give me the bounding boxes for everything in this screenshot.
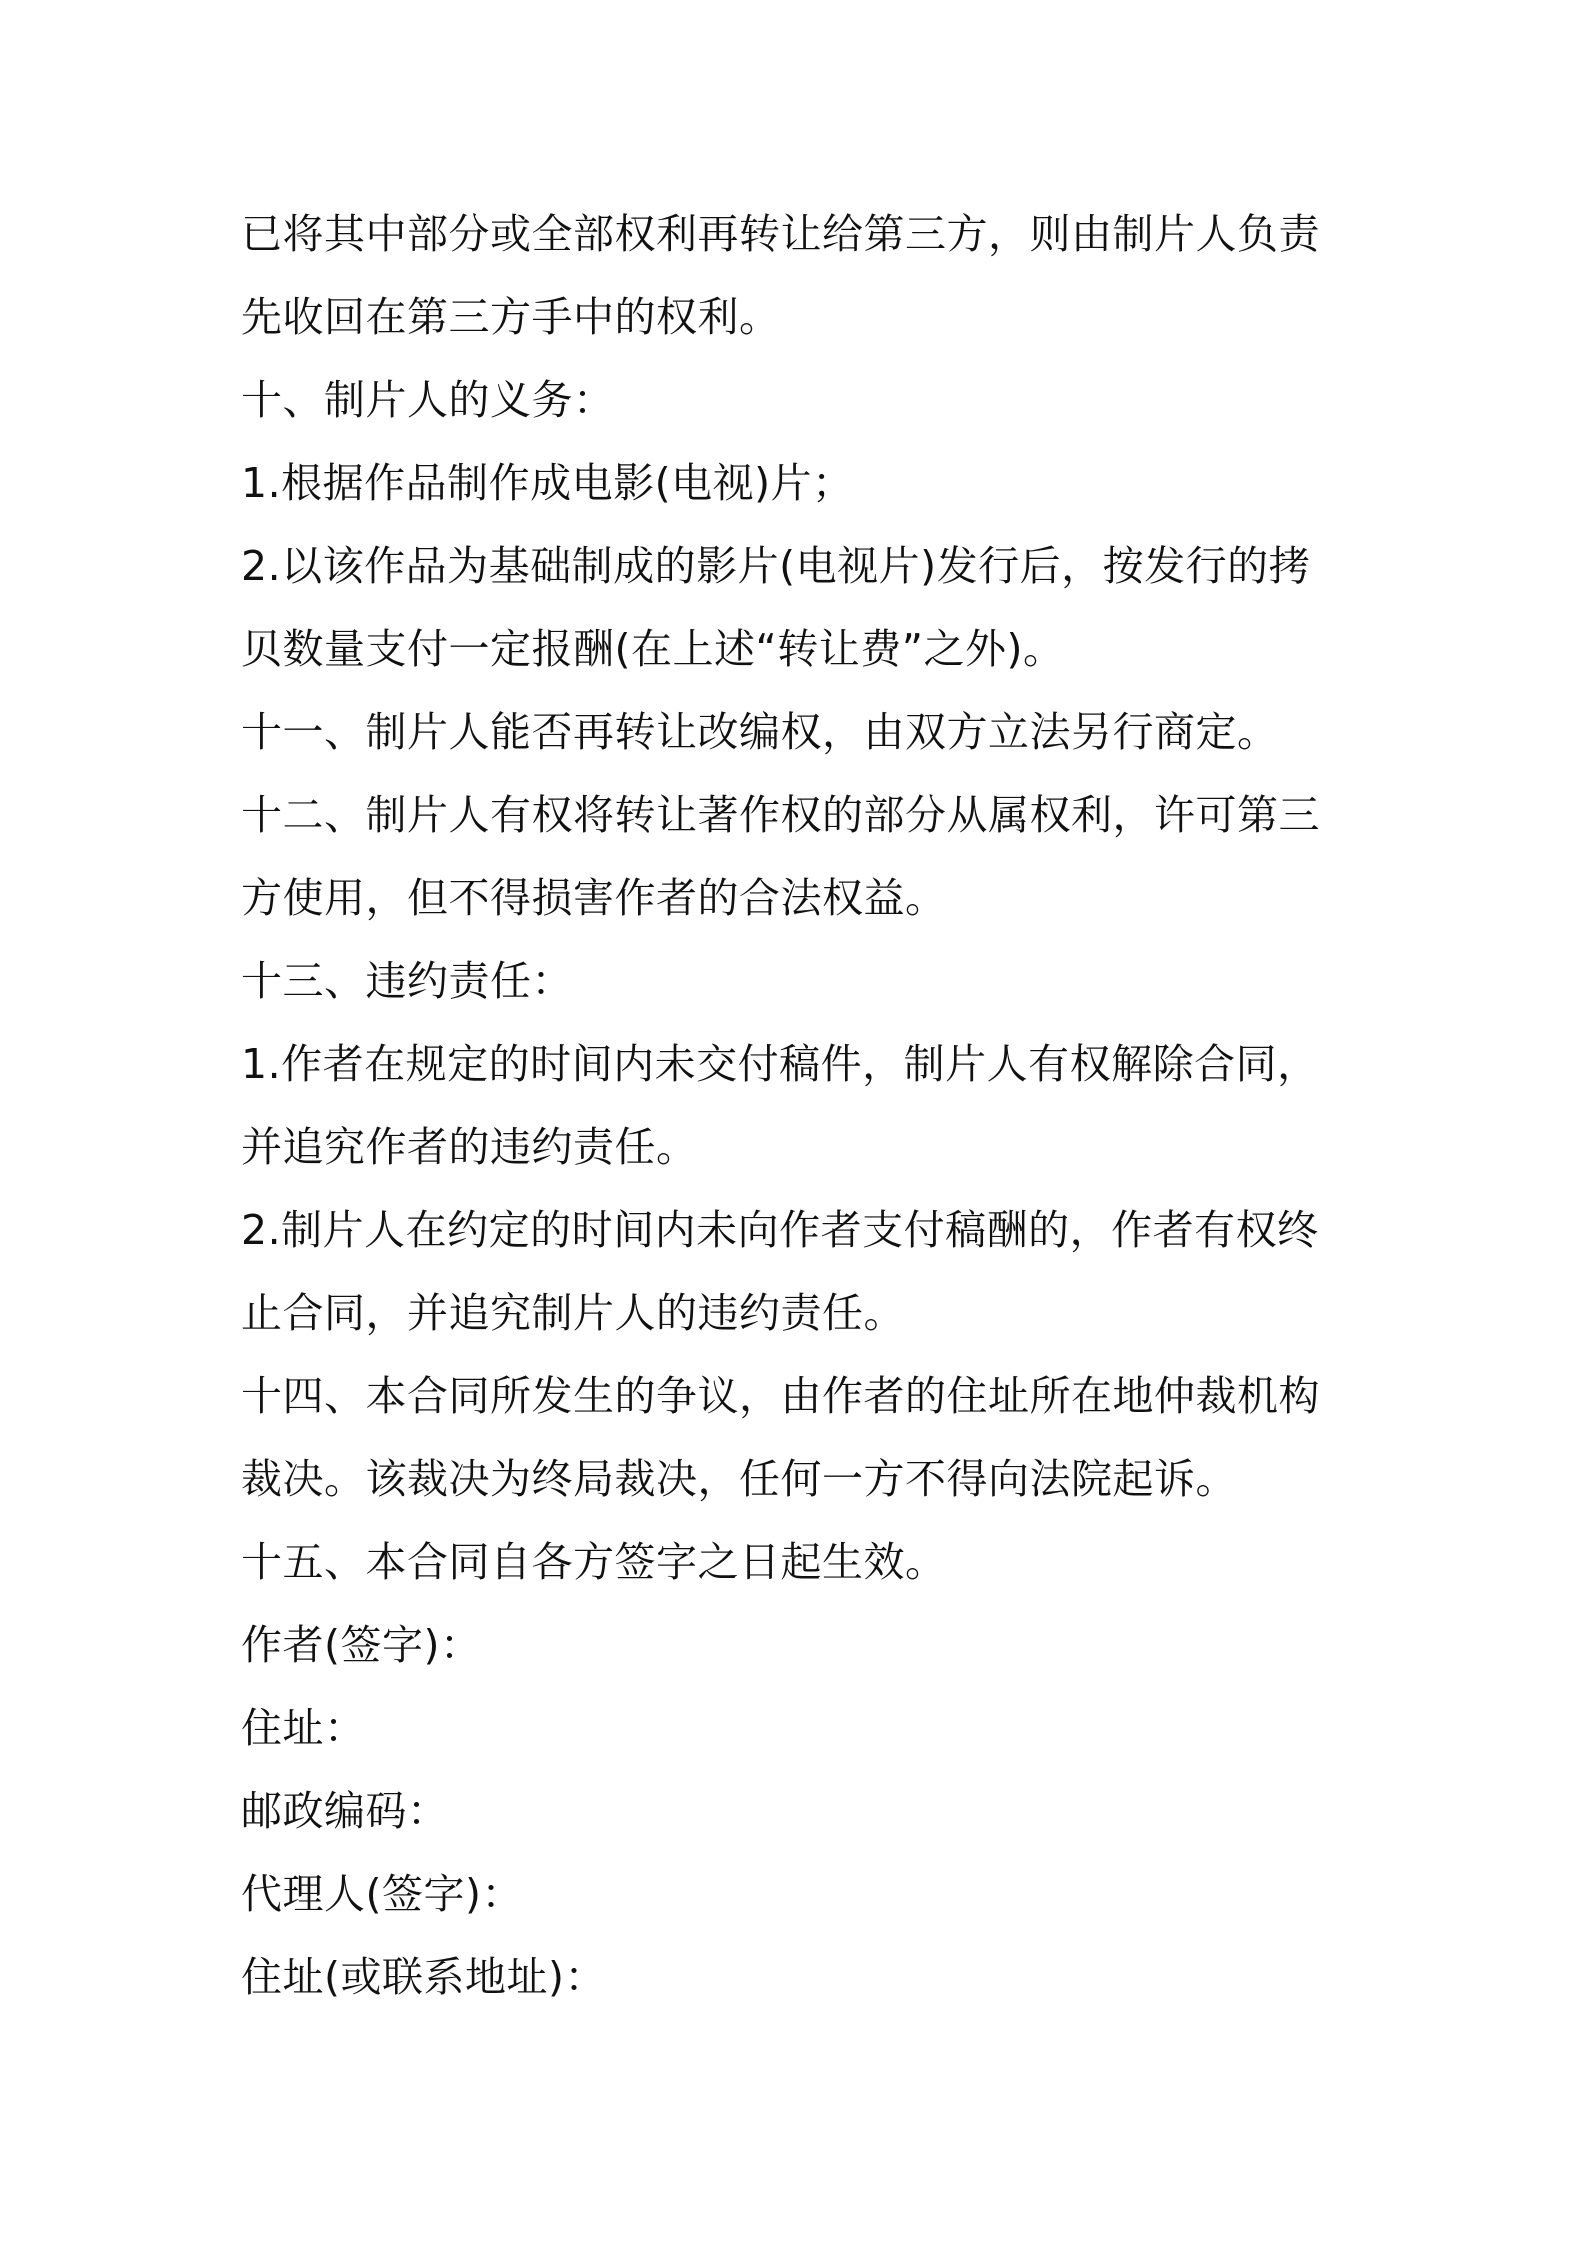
list-item: 2.制片人在约定的时间内未向作者支付稿酬的，作者有权终	[241, 1206, 1319, 1254]
list-item-continuation: 贝数量支付一定报酬(在上述“转让费”之外)。	[241, 625, 1065, 673]
section-heading: 十三、违约责任：	[241, 957, 573, 1005]
clause-11: 十一、制片人能否再转让改编权，由双方立法另行商定。	[241, 708, 1279, 756]
agent-signature-field: 代理人(签字)：	[241, 1870, 523, 1918]
list-item-continuation: 并追究作者的违约责任。	[241, 1123, 698, 1171]
clause-14: 十四、本合同所发生的争议，由作者的住址所在地仲裁机构	[241, 1372, 1320, 1420]
clause-15: 十五、本合同自各方签字之日起生效。	[241, 1538, 947, 1586]
clause-14-continuation: 裁决。该裁决为终局裁决，任何一方不得向法院起诉。	[241, 1455, 1237, 1503]
clause-12: 十二、制片人有权将转让著作权的部分从属权利，许可第三	[241, 791, 1320, 839]
list-item-continuation: 止合同，并追究制片人的违约责任。	[241, 1289, 905, 1337]
address-field: 住址：	[241, 1704, 366, 1752]
document-body	[241, 193, 1361, 2019]
author-signature-field: 作者(签字)：	[241, 1621, 482, 1669]
paragraph-line: 先收回在第三方手中的权利。	[241, 293, 781, 341]
paragraph-line: 已将其中部分或全部权利再转让给第三方，则由制片人负责	[241, 210, 1320, 258]
contact-address-field: 住址(或联系地址)：	[241, 1953, 606, 2001]
list-item: 2.以该作品为基础制成的影片(电视片)发行后，按发行的拷	[241, 542, 1311, 590]
postal-code-field: 邮政编码：	[241, 1787, 449, 1835]
list-item: 1.根据作品制作成电影(电视)片；	[241, 459, 854, 507]
list-item: 1.作者在规定的时间内未交付稿件，制片人有权解除合同，	[241, 1040, 1319, 1088]
section-heading: 十、制片人的义务：	[241, 376, 615, 424]
clause-12-continuation: 方使用，但不得损害作者的合法权益。	[241, 874, 947, 922]
